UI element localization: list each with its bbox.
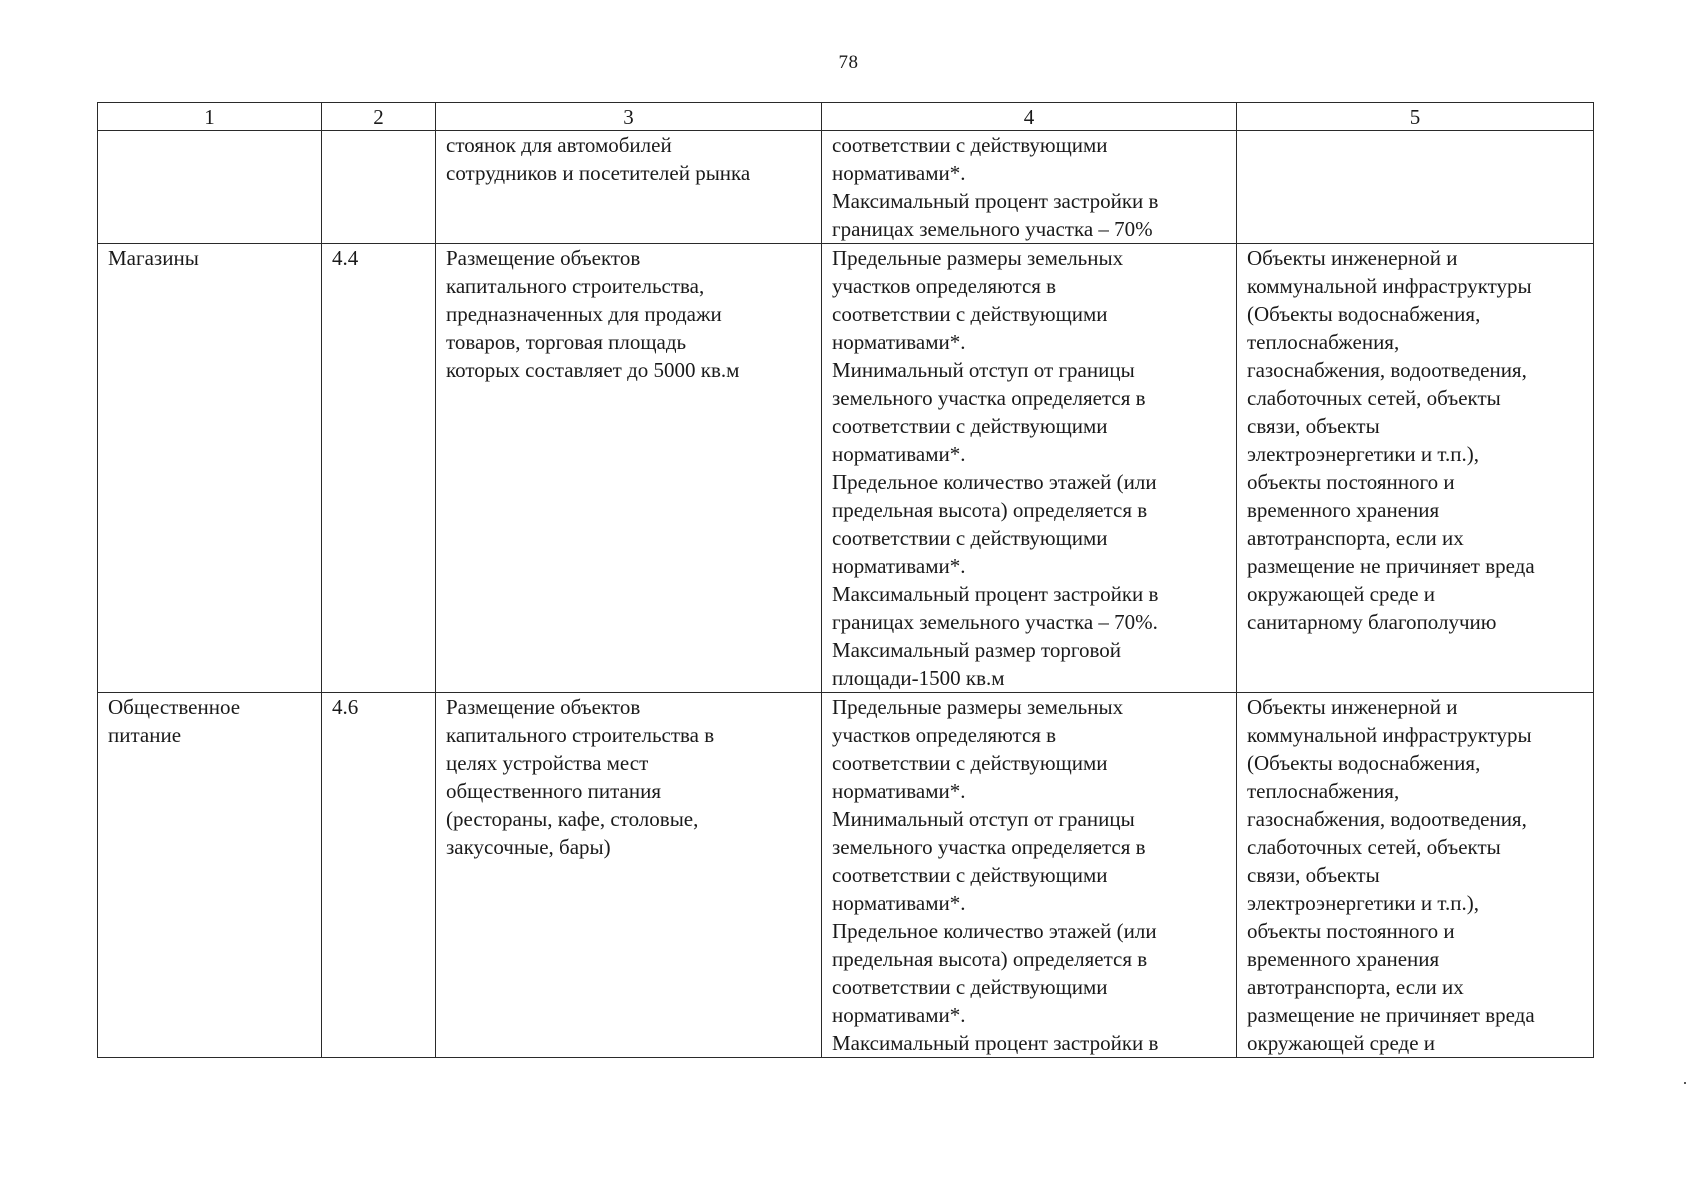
cell-text-line: участков определяются в xyxy=(832,723,1057,747)
cell-text-line: предельная высота) определяется в xyxy=(832,947,1148,971)
cell-text-line: нормативами*. xyxy=(832,442,966,466)
cell-text-line: товаров, торговая площадь xyxy=(446,330,687,354)
cell-text-line: Магазины xyxy=(108,246,199,270)
cell-text-line: сотрудников и посетителей рынка xyxy=(446,161,751,185)
description-cell xyxy=(436,131,822,244)
cell-text-line: соответствии с действующими xyxy=(832,863,1108,887)
cell-text-line: соответствии с действующими xyxy=(832,751,1108,775)
cell-text-line: капитального строительства в xyxy=(446,723,715,747)
auxiliary-objects-cell xyxy=(1237,131,1594,244)
cell-text-line: границах земельного участка – 70%. xyxy=(832,610,1158,634)
cell-text-line: Объекты инженерной и xyxy=(1247,695,1458,719)
cell-text-line: коммунальной инфраструктуры xyxy=(1247,723,1532,747)
scan-speck xyxy=(1684,1082,1686,1084)
cell-text-line: временного хранения xyxy=(1247,498,1440,522)
table-row xyxy=(98,693,1594,1058)
auxiliary-objects-cell xyxy=(1237,244,1594,693)
cell-text-line: которых составляет до 5000 кв.м xyxy=(446,358,740,382)
table-row xyxy=(98,131,1594,244)
code-cell xyxy=(322,693,436,1058)
cell-text-line: Предельные размеры земельных xyxy=(832,246,1124,270)
auxiliary-objects-cell xyxy=(1237,693,1594,1058)
cell-text-line: участков определяются в xyxy=(832,274,1057,298)
cell-text-line: теплоснабжения, xyxy=(1247,779,1400,803)
cell-text-line: Предельное количество этажей (или xyxy=(832,919,1157,943)
table-row xyxy=(98,244,1594,693)
cell-text-line: (Объекты водоснабжения, xyxy=(1247,302,1481,326)
cell-text-line: объекты постоянного и xyxy=(1247,919,1455,943)
cell-text-line: предназначенных для продажи xyxy=(446,302,722,326)
cell-text-line: площади-1500 кв.м xyxy=(832,666,1005,690)
cell-text-line: земельного участка определяется в xyxy=(832,835,1146,859)
cell-text-line: Максимальный размер торговой xyxy=(832,638,1121,662)
cell-text-line: границах земельного участка – 70% xyxy=(832,217,1153,241)
cell-text-line: нормативами*. xyxy=(832,1003,966,1027)
cell-text-line: соответствии с действующими xyxy=(832,414,1108,438)
cell-text-line: Минимальный отступ от границы xyxy=(832,358,1135,382)
cell-text-line: Минимальный отступ от границы xyxy=(832,807,1135,831)
use-type-cell xyxy=(98,693,322,1058)
cell-text-line: земельного участка определяется в xyxy=(832,386,1146,410)
cell-text-line: Предельные размеры земельных xyxy=(832,695,1124,719)
cell-text-line: капитального строительства, xyxy=(446,274,705,298)
cell-text-line: нормативами*. xyxy=(832,330,966,354)
cell-text-line: (Объекты водоснабжения, xyxy=(1247,751,1481,775)
cell-text-line: предельная высота) определяется в xyxy=(832,498,1148,522)
cell-text-line: питание xyxy=(108,723,182,747)
parameters-cell xyxy=(822,693,1237,1058)
cell-text-line: Размещение объектов xyxy=(446,246,641,270)
cell-text-line: общественного питания xyxy=(446,779,661,803)
regulations-table xyxy=(97,102,1594,1058)
cell-text-line: соответствии с действующими xyxy=(832,975,1108,999)
cell-text-line: окружающей среде и xyxy=(1247,582,1436,606)
cell-text-line: Максимальный процент застройки в xyxy=(832,189,1159,213)
cell-text-line: Размещение объектов xyxy=(446,695,641,719)
cell-text-line: соответствии с действующими xyxy=(832,133,1108,157)
cell-text-line: газоснабжения, водоотведения, xyxy=(1247,358,1527,382)
cell-text-line: размещение не причиняет вреда xyxy=(1247,554,1535,578)
cell-text-line: временного хранения xyxy=(1247,947,1440,971)
cell-text-line: закусочные, бары) xyxy=(446,835,611,859)
use-type-cell xyxy=(98,244,322,693)
cell-text-line: Максимальный процент застройки в xyxy=(832,582,1159,606)
cell-text-line: размещение не причиняет вреда xyxy=(1247,1003,1535,1027)
cell-text-line: окружающей среде и xyxy=(1247,1031,1436,1055)
cell-text-line: газоснабжения, водоотведения, xyxy=(1247,807,1527,831)
cell-text-line: стоянок для автомобилей xyxy=(446,133,672,157)
cell-text-line: соответствии с действующими xyxy=(832,302,1108,326)
cell-text-line: автотранспорта, если их xyxy=(1247,975,1464,999)
cell-text-line: объекты постоянного и xyxy=(1247,470,1455,494)
cell-text-line: связи, объекты xyxy=(1247,414,1380,438)
cell-text-line: нормативами*. xyxy=(832,161,966,185)
cell-text-line: Общественное xyxy=(108,695,241,719)
column-header-2: 2 xyxy=(322,103,436,131)
cell-text-line: электроэнергетики и т.п.), xyxy=(1247,442,1479,466)
cell-text-line: целях устройства мест xyxy=(446,751,649,775)
cell-text-line: нормативами*. xyxy=(832,779,966,803)
cell-text-line: нормативами*. xyxy=(832,891,966,915)
cell-text-line: коммунальной инфраструктуры xyxy=(1247,274,1532,298)
parameters-cell xyxy=(822,244,1237,693)
cell-text-line: теплоснабжения, xyxy=(1247,330,1400,354)
use-type-cell xyxy=(98,131,322,244)
cell-text-line: санитарному благополучию xyxy=(1247,610,1497,634)
cell-text-line: слаботочных сетей, объекты xyxy=(1247,386,1501,410)
description-cell xyxy=(436,244,822,693)
page-number: 78 xyxy=(838,52,859,73)
cell-text-line: слаботочных сетей, объекты xyxy=(1247,835,1501,859)
column-header-5: 5 xyxy=(1237,103,1594,131)
cell-text-line: электроэнергетики и т.п.), xyxy=(1247,891,1479,915)
cell-text-line: 4.6 xyxy=(332,695,359,719)
cell-text-line: (рестораны, кафе, столовые, xyxy=(446,807,699,831)
column-header-1: 1 xyxy=(98,103,322,131)
code-cell xyxy=(322,131,436,244)
parameters-cell xyxy=(822,131,1237,244)
cell-text-line: связи, объекты xyxy=(1247,863,1380,887)
header-row xyxy=(98,103,1594,131)
cell-text-line: Максимальный процент застройки в xyxy=(832,1031,1159,1055)
cell-text-line: 4.4 xyxy=(332,246,359,270)
cell-text-line: автотранспорта, если их xyxy=(1247,526,1464,550)
cell-text-line: соответствии с действующими xyxy=(832,526,1108,550)
code-cell xyxy=(322,244,436,693)
cell-text-line: нормативами*. xyxy=(832,554,966,578)
cell-text-line: Предельное количество этажей (или xyxy=(832,470,1157,494)
column-header-3: 3 xyxy=(436,103,822,131)
column-header-4: 4 xyxy=(822,103,1237,131)
description-cell xyxy=(436,693,822,1058)
cell-text-line: Объекты инженерной и xyxy=(1247,246,1458,270)
